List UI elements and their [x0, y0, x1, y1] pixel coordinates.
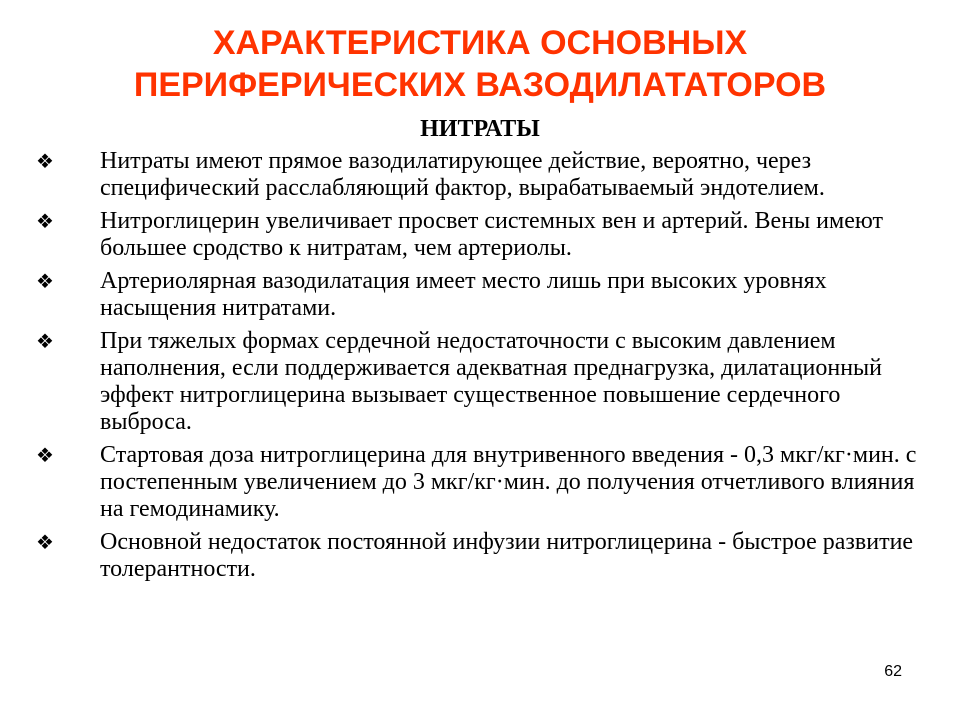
bullet-item	[36, 268, 926, 322]
diamond-bullet-icon: ❖	[36, 530, 54, 554]
slide-title	[40, 22, 920, 106]
bullet-text: Артериолярная вазодилатация имеет место лишь при высоких уровнях насыщения нитратами.	[100, 268, 827, 321]
slide-title-line-1: ХАРАКТЕРИСТИКА ОСНОВНЫХ	[212, 24, 748, 62]
diamond-bullet-icon: ❖	[36, 443, 54, 467]
diamond-bullet-icon: ❖	[36, 209, 54, 233]
bullet-item	[36, 148, 926, 202]
diamond-bullet-icon: ❖	[36, 329, 54, 353]
bullet-item	[36, 442, 926, 523]
bullet-list	[36, 148, 926, 589]
bullet-text: Нитроглицерин увеличивает просвет системных вен и артерий. Вены имеют большее сродство к нитратам, чем артериолы.	[100, 208, 883, 261]
bullet-text: Основной недостаток постоянной инфузии нитроглицерина - быстрое развитие толерантности.	[100, 529, 914, 582]
bullet-item	[36, 529, 926, 583]
page-number: 62	[884, 663, 902, 680]
section-subtitle: НИТРАТЫ	[420, 116, 540, 142]
bullet-item	[36, 208, 926, 262]
bullet-text: Стартовая доза нитроглицерина для внутривенного введения - 0,3 мкг/кг·мин. с постепенным увеличением до 3 мкг/кг·мин. до получения отчетливого влияния на гемодинамику.	[100, 442, 917, 522]
bullet-item	[36, 328, 926, 436]
bullet-text: Нитраты имеют прямое вазодилатирующее действие, вероятно, через специфический расслабляющий фактор, вырабатываемый эндотелием.	[100, 148, 825, 201]
bullet-text: При тяжелых формах сердечной недостаточности с высоким давлением наполнения, если поддерживается адекватная преднагрузка, дилатационный эффект нитроглицерина вызывает существенное повышение сердечного выброса.	[100, 328, 883, 435]
diamond-bullet-icon: ❖	[36, 269, 54, 293]
slide-title-line-2: ПЕРИФЕРИЧЕСКИХ ВАЗОДИЛАТАТОРОВ	[133, 66, 827, 104]
diamond-bullet-icon: ❖	[36, 149, 54, 173]
